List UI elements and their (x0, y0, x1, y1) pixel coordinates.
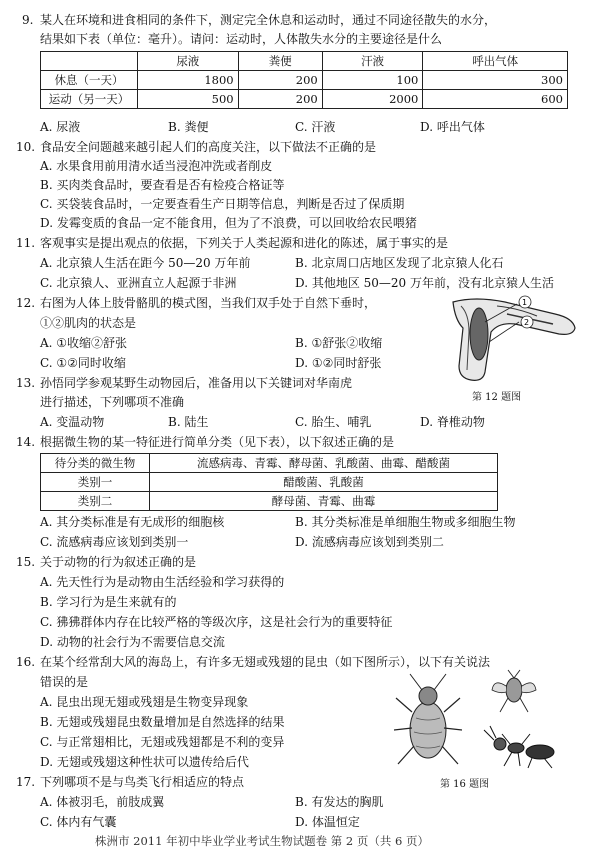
q12-option-b: B. ①舒张②收缩 (295, 336, 383, 350)
q10-option-a: A. 水果食用前用清水适当浸泡冲洗或者削皮 (40, 159, 273, 173)
q13-option-c: C. 胎生、哺乳 (295, 415, 372, 429)
q11-option-c: C. 北京猿人、亚洲直立人起源于非洲 (40, 276, 237, 290)
table-row (41, 454, 498, 473)
q16-stem-line2: 错误的是 (40, 675, 89, 689)
q11-number: 11. (16, 236, 36, 250)
wingless-insect-illustration (484, 726, 554, 768)
q9-stem-line1: 某人在环境和进食相同的条件下，测定完全休息和运动时，通过不同途径散失的水分， (40, 13, 497, 27)
q16-number: 16. (16, 655, 36, 669)
table-row (41, 492, 498, 511)
table-row (41, 473, 498, 492)
q13-stem-line2: 进行描述，下列哪项不准确 (40, 395, 185, 409)
table-cell: 醋酸菌、乳酸菌 (150, 473, 498, 492)
insects-figure (392, 668, 572, 770)
q15-stem: 关于动物的行为叙述正确的是 (40, 555, 197, 569)
table-cell: 2000 (322, 90, 423, 109)
q14-stem: 根据微生物的某一特征进行简单分类（见下表），以下叙述正确的是 (40, 435, 395, 449)
q9-option-b: B. 粪便 (168, 120, 209, 134)
q12-option-d: D. ①②同时舒张 (295, 356, 382, 370)
beetle-illustration (394, 674, 462, 764)
q10-number: 10. (16, 140, 36, 154)
table-header: 尿液 (138, 52, 239, 71)
q11-stem: 客观事实是提出观点的依据，下列关于人类起源和进化的陈述，属于事实的是 (40, 236, 449, 250)
table-cell: 200 (238, 90, 322, 109)
q12-number: 12. (16, 296, 36, 310)
table-cell: 600 (423, 90, 568, 109)
q15-option-a: A. 先天性行为是动物由生活经验和学习获得的 (40, 575, 285, 589)
page-footer: 株洲市 2011 年初中毕业学业考试生物试题卷 第 2 页（共 6 页） (95, 834, 429, 848)
q16-option-b: B. 无翅或残翅昆虫数量增加是自然选择的结果 (40, 715, 285, 729)
table-row (41, 52, 568, 71)
q13-option-d: D. 脊椎动物 (420, 415, 485, 429)
q14-option-c: C. 流感病毒应该划到类别一 (40, 535, 189, 549)
q16-stem-line1: 在某个经常刮大风的海岛上，有许多无翅或残翅的昆虫（如下图所示），以下有关说法 (40, 655, 491, 669)
q17-option-d: D. 体温恒定 (295, 815, 360, 829)
q15-number: 15. (16, 555, 36, 569)
table-cell: 流感病毒、青霉、酵母菌、乳酸菌、曲霉、醋酸菌 (150, 454, 498, 473)
table-cell: 类别一 (41, 473, 150, 492)
q12-figure-caption: 第 12 题图 (472, 392, 522, 403)
q11-option-b: B. 北京周口店地区发现了北京猿人化石 (295, 256, 504, 270)
table-header: 粪便 (238, 52, 322, 71)
q15-option-b: B. 学习行为是生来就有的 (40, 595, 177, 609)
q10-option-c: C. 买袋装食品时，一定要查看生产日期等信息，判断是否过了保质期 (40, 197, 405, 211)
q9-option-c: C. 汗液 (295, 120, 336, 134)
q10-option-d: D. 发霉变质的食品一定不能食用，但为了不浪费，可以回收给农民喂猪 (40, 216, 417, 230)
small-insect-illustration (492, 670, 536, 712)
label-2: 2 (524, 318, 530, 327)
q9-option-a: A. 尿液 (40, 120, 81, 134)
q11-option-d: D. 其他地区 50—20 万年前，没有北京猿人生活 (295, 276, 554, 290)
q13-option-b: B. 陆生 (168, 415, 209, 429)
table-header: 呼出气体 (423, 52, 568, 71)
q12-option-a: A. ①收缩②舒张 (40, 336, 128, 350)
q14-table (40, 453, 498, 511)
q17-option-a: A. 体被羽毛，前肢成翼 (40, 795, 165, 809)
table-row (41, 71, 568, 90)
q17-stem: 下列哪项不是与鸟类飞行相适应的特点 (40, 775, 245, 789)
q16-figure-caption: 第 16 题图 (440, 779, 490, 790)
q14-option-b: B. 其分类标准是单细胞生物或多细胞生物 (295, 515, 516, 529)
q9-option-d: D. 呼出气体 (420, 120, 485, 134)
q13-option-a: A. 变温动物 (40, 415, 105, 429)
q9-number: 9. (22, 13, 34, 27)
q16-option-a: A. 昆虫出现无翅或残翅是生物变异现象 (40, 695, 249, 709)
label-1: 1 (522, 298, 528, 307)
q14-option-d: D. 流感病毒应该划到类别二 (295, 535, 444, 549)
q9-table (40, 51, 568, 109)
q11-option-a: A. 北京猿人生活在距今 50—20 万年前 (40, 256, 251, 270)
q17-number: 17. (16, 775, 36, 789)
q16-option-c: C. 与正常翅相比，无翅或残翅都是不利的变异 (40, 735, 285, 749)
q10-stem: 食品安全问题越来越引起人们的高度关注，以下做法不正确的是 (40, 140, 377, 154)
table-cell: 300 (423, 71, 568, 90)
table-row (41, 90, 568, 109)
table-cell: 休息（一天） (41, 71, 138, 90)
q15-option-c: C. 狒狒群体内存在比较严格的等级次序，这是社会行为的重要特征 (40, 615, 393, 629)
table-cell: 类别二 (41, 492, 150, 511)
q16-option-d: D. 无翅或残翅这种性状可以遗传给后代 (40, 755, 249, 769)
table-cell: 200 (238, 71, 322, 90)
q14-number: 14. (16, 435, 36, 449)
q14-option-a: A. 其分类标准是有无成形的细胞核 (40, 515, 225, 529)
table-cell: 1800 (138, 71, 239, 90)
q13-number: 13. (16, 376, 36, 390)
q15-option-d: D. 动物的社会行为不需要信息交流 (40, 635, 225, 649)
q12-option-c: C. ①②同时收缩 (40, 356, 126, 370)
table-cell: 酵母菌、青霉、曲霉 (150, 492, 498, 511)
q13-stem-line1: 孙悟同学参观某野生动物园后，准备用以下关键词对华南虎 (40, 376, 353, 390)
q12-stem-line2: ①②肌肉的状态是 (40, 316, 137, 330)
table-header: 汗液 (322, 52, 423, 71)
q9-stem-line2: 结果如下表（单位：毫升）。请问：运动时，人体散失水分的主要途径是什么 (40, 32, 443, 46)
table-cell: 运动（另一天） (41, 90, 138, 109)
q17-option-c: C. 体内有气囊 (40, 815, 117, 829)
q17-option-b: B. 有发达的胸肌 (295, 795, 384, 809)
arm-muscle-figure (445, 292, 585, 386)
q12-stem-line1: 右图为人体上肢骨骼肌的模式图，当我们双手处于自然下垂时， (40, 296, 377, 310)
table-cell: 待分类的微生物 (41, 454, 150, 473)
q10-option-b: B. 买肉类食品时，要查看是否有检疫合格证等 (40, 178, 285, 192)
table-cell (41, 52, 138, 71)
table-cell: 500 (138, 90, 239, 109)
table-cell: 100 (322, 71, 423, 90)
